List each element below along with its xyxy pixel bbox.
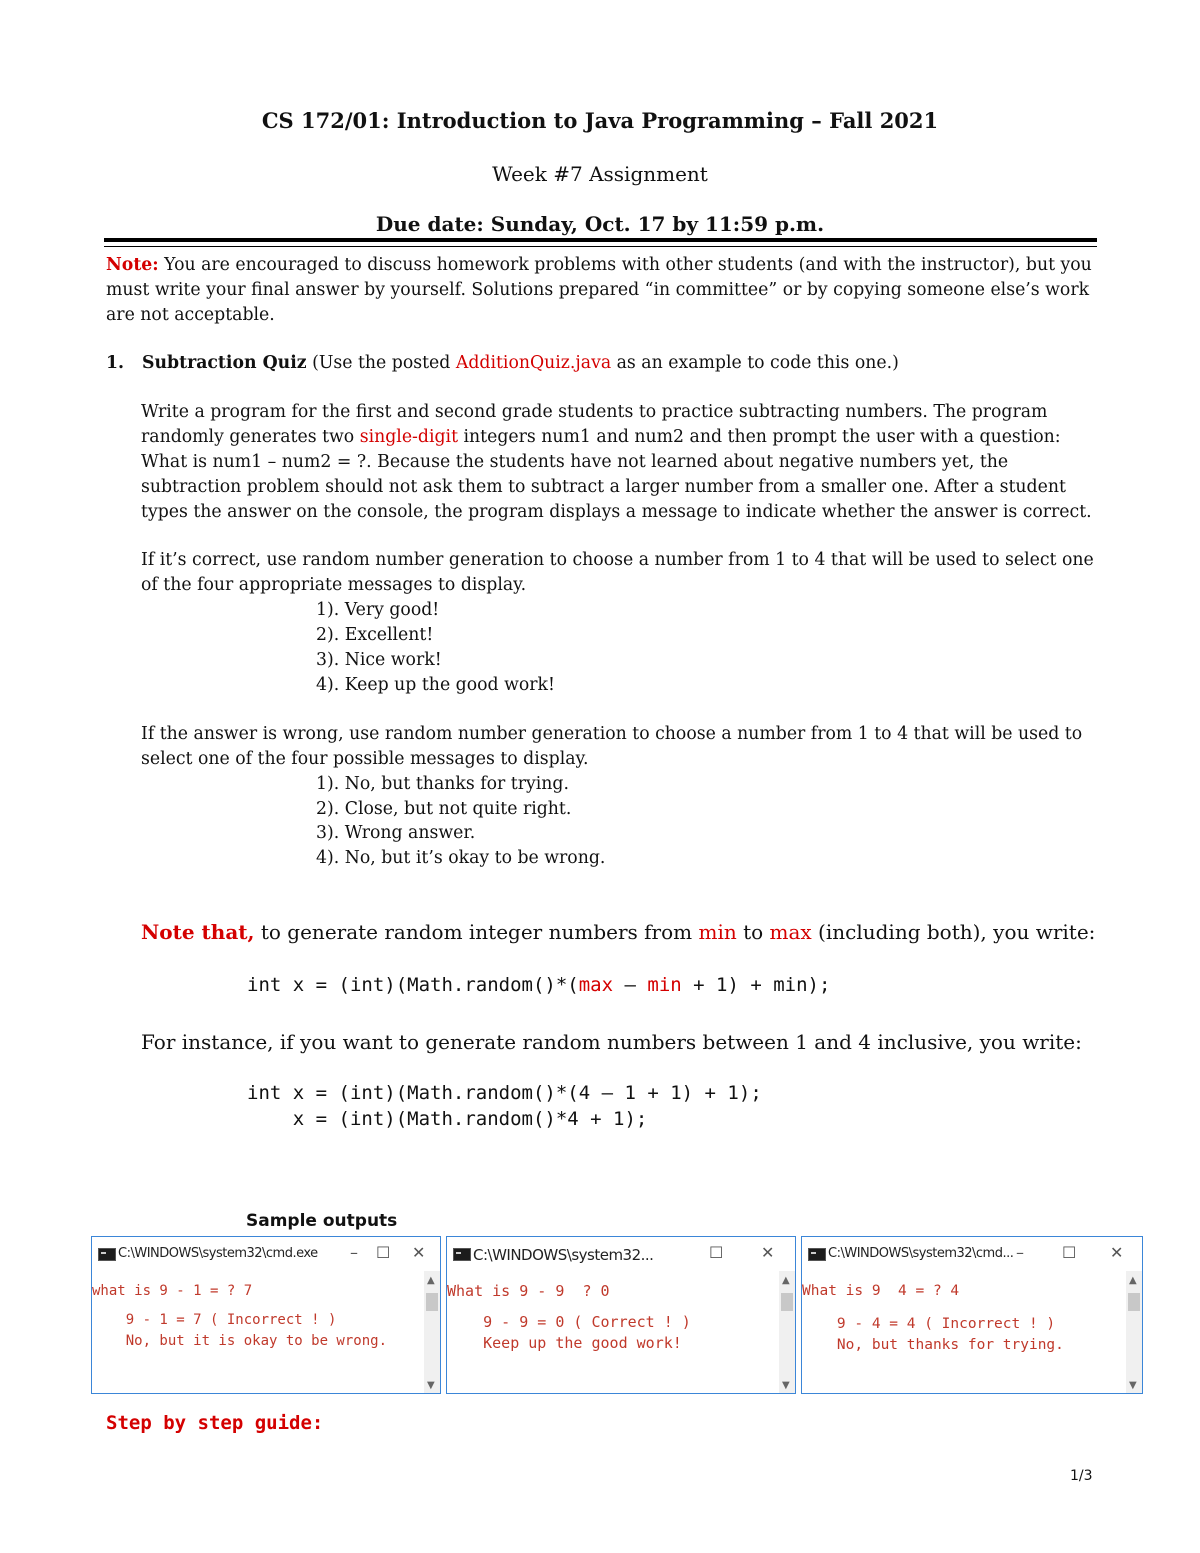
console-window-1[interactable] <box>91 1236 441 1394</box>
scrollbar[interactable] <box>779 1271 795 1393</box>
scroll-thumb[interactable] <box>426 1293 438 1311</box>
chevron-down-icon[interactable]: ▼ <box>1129 1380 1137 1391</box>
step-by-step-heading: Step by step guide: <box>106 1412 324 1434</box>
code-example-1: int x = (int)(Math.random()*(4 – 1 + 1) + 1); <box>247 1082 762 1104</box>
desc-part-b: integers num1 and num2 and then prompt the user with a question: What is num1 – num2 = ?. Because the students have not learned about negative numbers yet, the subtraction problem should not ask them to subtract a larger number from a smaller one. After a student types the answer on the console, the program displays a message to indicate whether the answer is correct. <box>141 427 1092 522</box>
console-titlebar[interactable] <box>447 1237 795 1271</box>
console-icon <box>808 1248 826 1261</box>
chevron-up-icon[interactable]: ▲ <box>1129 1275 1137 1286</box>
correct-message-1: 1). Very good! <box>316 600 440 620</box>
note-that-paragraph <box>141 920 1095 944</box>
console-title: C:\WINDOWS\system32... <box>473 1246 654 1264</box>
sample-outputs-label: Sample outputs <box>246 1211 398 1231</box>
code-formula-b: – <box>613 974 648 996</box>
console-line: 9 - 4 = 4 ( Incorrect ! ) <box>802 1316 1056 1332</box>
console-line: No, but thanks for trying. <box>802 1337 1064 1353</box>
console-line: What is 9 - 9 ? 0 <box>447 1282 610 1300</box>
wrong-intro: If the answer is wrong, use random number generation to choose a number from 1 to 4 that will be used to select one of the four possible messages to display. <box>141 724 1083 769</box>
code-formula-max: max <box>578 974 614 996</box>
file-link[interactable]: AdditionQuiz.java <box>455 353 612 373</box>
console-window-3[interactable] <box>801 1236 1143 1394</box>
correct-message-3: 3). Nice work! <box>316 650 442 670</box>
close-icon[interactable]: ✕ <box>761 1243 775 1262</box>
console-line: 9 - 9 = 0 ( Correct ! ) <box>447 1313 691 1331</box>
document-title: CS 172/01: Introduction to Java Programming – Fall 2021 <box>261 108 939 133</box>
note-label: Note: <box>106 255 159 275</box>
note-that-label: Note that, <box>141 920 255 944</box>
question-number: 1. <box>106 353 125 373</box>
scrollbar[interactable] <box>424 1271 440 1393</box>
minimize-icon[interactable]: – <box>1016 1243 1024 1262</box>
divider-thin <box>104 246 1097 247</box>
correct-message-4: 4). Keep up the good work! <box>316 675 555 695</box>
question-title: Subtraction Quiz <box>142 353 307 373</box>
desc-part-a: Write a program for the first and second grade students to practice subtracting numbers. The program randomly generates two <box>141 402 1048 447</box>
note-text: You are encouraged to discuss homework problems with other students (and with the instructor), but you must write your final answer by yourself. Solutions prepared “in committee” or by copying someone else’s work are not acceptable. <box>106 255 1092 325</box>
question-1-heading <box>106 351 1096 376</box>
console-line: what is 9 - 1 = ? 7 <box>92 1283 253 1299</box>
console-line: Keep up the good work! <box>447 1334 682 1352</box>
divider-thick <box>104 238 1097 242</box>
question-paren-before: (Use the posted <box>306 353 456 373</box>
question-description <box>141 400 1096 525</box>
question-paren-after: as an example to code this one.) <box>611 353 899 373</box>
chevron-down-icon[interactable]: ▼ <box>427 1380 435 1391</box>
code-formula <box>247 974 830 996</box>
console-line: What is 9 4 = ? 4 <box>802 1283 960 1299</box>
close-icon[interactable]: ✕ <box>412 1243 426 1262</box>
console-title: C:\WINDOWS\system32\cmd.exe <box>118 1246 318 1261</box>
console-line: No, but it is okay to be wrong. <box>92 1333 388 1349</box>
desc-highlight: single-digit <box>359 427 459 447</box>
document-subtitle: Week #7 Assignment <box>492 162 708 186</box>
correct-intro: If it’s correct, use random number generation to choose a number from 1 to 4 that will be used to select one of the four appropriate messages to display. <box>141 550 1094 595</box>
code-formula-c: + 1) + min); <box>681 974 831 996</box>
console-line: 9 - 1 = 7 ( Incorrect ! ) <box>92 1312 337 1328</box>
close-icon[interactable]: ✕ <box>1110 1243 1124 1262</box>
console-output <box>447 1281 691 1354</box>
maximize-icon[interactable]: ☐ <box>709 1243 724 1262</box>
correct-message-2: 2). Excellent! <box>316 625 434 645</box>
wrong-message-1: 1). No, but thanks for trying. <box>316 774 569 794</box>
instance-text: For instance, if you want to generate random numbers between 1 and 4 inclusive, you write: <box>141 1030 1082 1054</box>
code-formula-min: min <box>647 974 682 996</box>
minimize-icon[interactable]: – <box>350 1243 358 1262</box>
note-that-text-b: to <box>736 920 770 944</box>
scroll-thumb[interactable] <box>1128 1293 1140 1311</box>
note-that-min: min <box>698 920 737 944</box>
chevron-up-icon[interactable]: ▲ <box>427 1275 435 1286</box>
scroll-thumb[interactable] <box>781 1293 793 1311</box>
due-date: Due date: Sunday, Oct. 17 by 11:59 p.m. <box>375 212 825 236</box>
code-formula-a: int x = (int)(Math.random()*( <box>247 974 579 996</box>
code-example-2: x = (int)(Math.random()*4 + 1); <box>247 1108 648 1130</box>
console-titlebar[interactable] <box>92 1237 440 1271</box>
console-icon <box>453 1248 471 1261</box>
chevron-up-icon[interactable]: ▲ <box>782 1275 790 1286</box>
note-that-text-c: (including both), you write: <box>811 920 1096 944</box>
console-output <box>802 1281 1064 1356</box>
wrong-message-2: 2). Close, but not quite right. <box>316 799 572 819</box>
wrong-message-4: 4). No, but it’s okay to be wrong. <box>316 848 606 868</box>
note-that-max: max <box>769 920 812 944</box>
page-number: 1/3 <box>1070 1468 1093 1484</box>
console-window-2[interactable] <box>446 1236 796 1394</box>
console-output <box>92 1281 387 1352</box>
note-paragraph <box>106 253 1096 328</box>
maximize-icon[interactable]: ☐ <box>376 1243 391 1262</box>
maximize-icon[interactable]: ☐ <box>1062 1243 1077 1262</box>
console-titlebar[interactable] <box>802 1237 1142 1271</box>
note-that-text-a: to generate random integer numbers from <box>254 920 699 944</box>
console-icon <box>98 1248 116 1261</box>
chevron-down-icon[interactable]: ▼ <box>782 1380 790 1391</box>
scrollbar[interactable] <box>1126 1271 1142 1393</box>
console-title: C:\WINDOWS\system32\cmd... <box>828 1246 1014 1261</box>
wrong-message-3: 3). Wrong answer. <box>316 823 476 843</box>
